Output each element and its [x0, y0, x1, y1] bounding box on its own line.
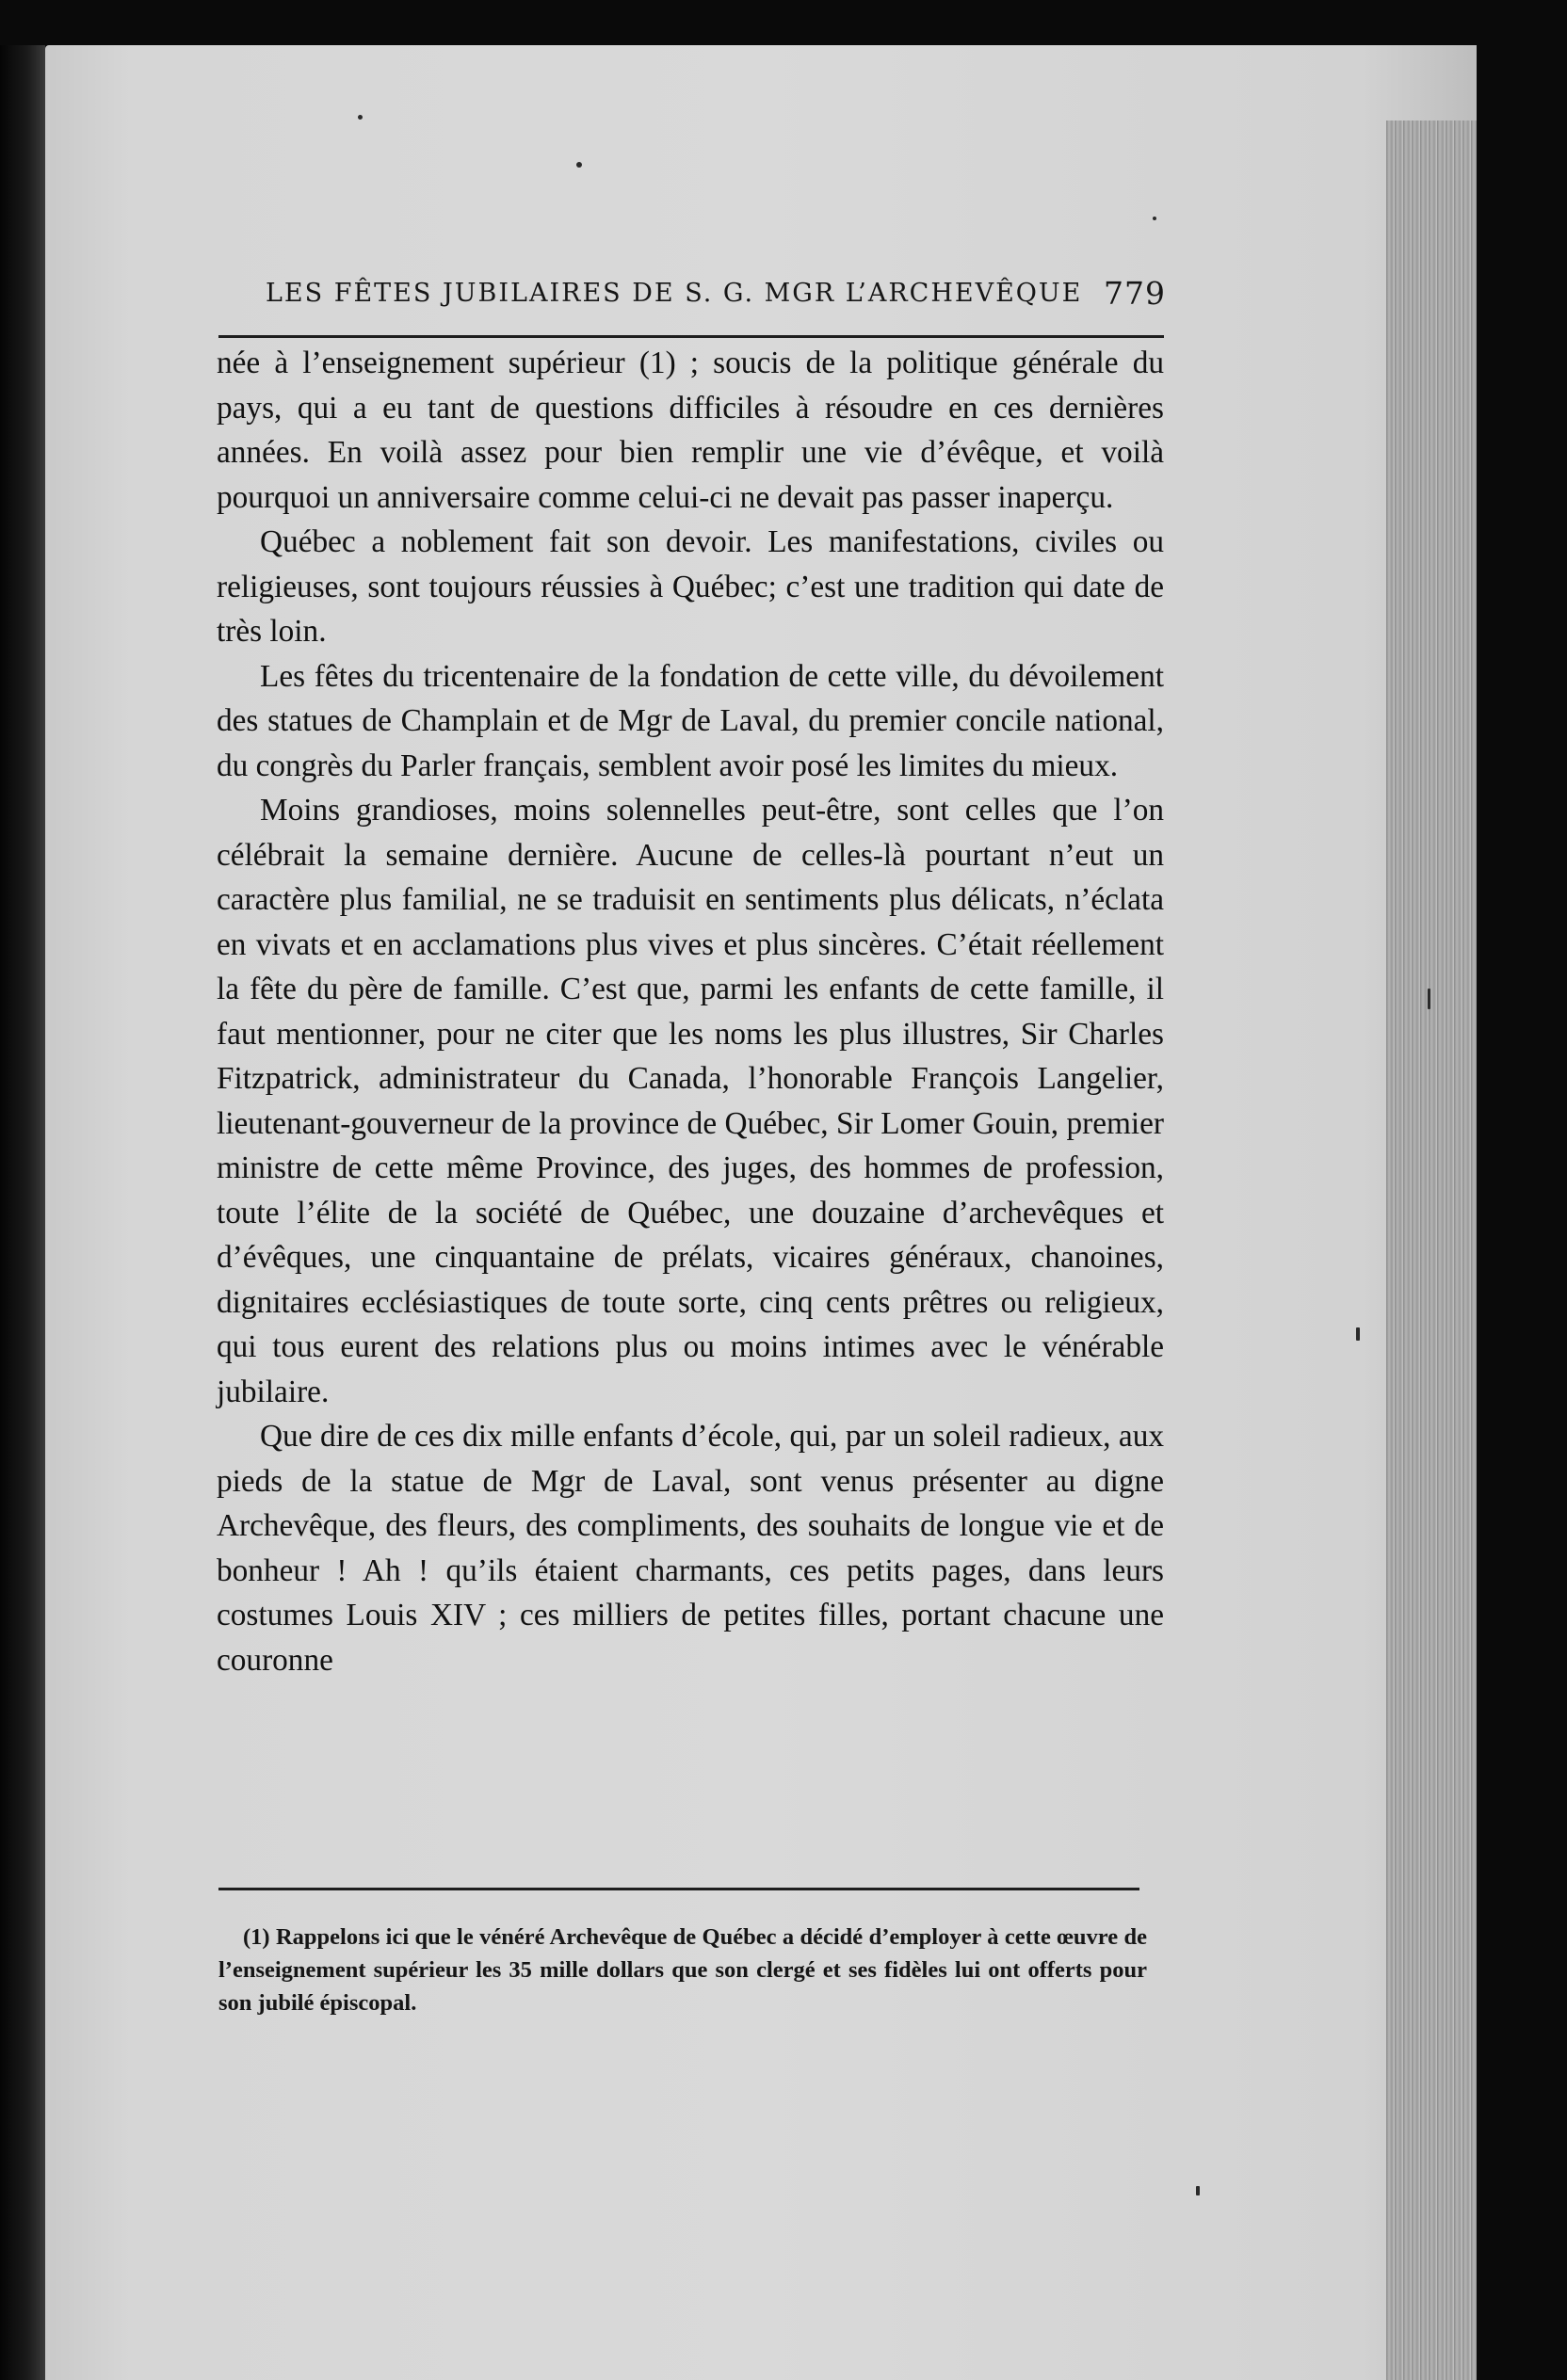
- running-header: [266, 275, 1166, 324]
- running-header-title: LES FÊTES JUBILAIRES DE S. G. MGR L’ARCHEVÊQUE: [266, 279, 1083, 308]
- page-number: 779: [1104, 275, 1166, 312]
- print-speck: [576, 162, 582, 168]
- footnote: (1) Rappelons ici que le vénéré Archevêque de Québec a décidé d’employer à cette œuvre de l’enseignement supérieur les 35 mille dollars que son clergé et ses fidèles lui ont offerts pour son jubilé épiscopal.: [218, 1924, 1147, 2016]
- book-binding-shadow: [0, 45, 45, 2380]
- paragraph: née à l’enseignement supérieur (1) ; soucis de la politique générale du pays, qui a eu tant de questions difficiles à résoudre en ces dernières années. En voilà assez pour bien remplir une vie d’évêque, et voilà pourquoi un anniversaire comme celui-ci ne devait pas passer inaperçu.: [217, 346, 1164, 515]
- paragraph: Que dire de ces dix mille enfants d’école, qui, par un soleil radieux, aux pieds de la statue de Mgr de Laval, sont venus présenter au digne Archevêque, des fleurs, des compliments, des souhaits de longue vie et de bonheur ! Ah ! qu’ils étaient charmants, ces petits pages, dans leurs costumes Louis XIV ; ces milliers de petites filles, portant chacune une couronne: [217, 1419, 1164, 1678]
- paragraph: Les fêtes du tricentenaire de la fondation de cette ville, du dévoilement des statues de Champlain et de Mgr de Laval, du premier concile national, du congrès du Parler français, semblent avoir posé les limites du mieux.: [217, 658, 1164, 783]
- print-speck: [358, 115, 363, 120]
- paragraph: Moins grandioses, moins solennelles peut-être, sont celles que l’on célébrait la semaine dernière. Aucune de celles-là pourtant n’eut un caractère plus familial, ne se traduisit en sentiments plus délicats, n’éclata en vivats et en acclamations plus vives et plus sincères. C’était réellement la fête du père de famille. C’est que, parmi les enfants de cette famille, il faut mentionner, pour ne citer que les noms les plus illustres, Sir Charles Fitzpatrick, administrateur du Canada, l’honorable François Langelier, lieutenant-gouverneur de la province de Québec, Sir Lomer Gouin, premier ministre de cette même Province, des juges, des hommes de profession, toute l’élite de la société de Québec, une douzaine d’archevêques et d’évêques, une cinquantaine de prélats, vicaires généraux, chanoines, dignitaires ecclésiastiques de toute sorte, cinq cents prêtres ou religieux, qui tous eurent des relations plus ou moins intimes avec le vénérable jubilaire.: [217, 793, 1164, 1409]
- page-stack-edge: [1386, 121, 1477, 2380]
- print-speck: [1153, 217, 1156, 220]
- print-speck: [1428, 989, 1430, 1009]
- footnote-rule: [218, 1888, 1139, 1890]
- print-speck: [1356, 1327, 1360, 1341]
- body-text: [217, 341, 1164, 1682]
- header-rule: [218, 335, 1164, 338]
- print-speck: [1196, 2186, 1200, 2195]
- paragraph: Québec a noblement fait son devoir. Les manifestations, civiles ou religieuses, sont toujours réussies à Québec; c’est une tradition qui date de très loin.: [217, 524, 1164, 649]
